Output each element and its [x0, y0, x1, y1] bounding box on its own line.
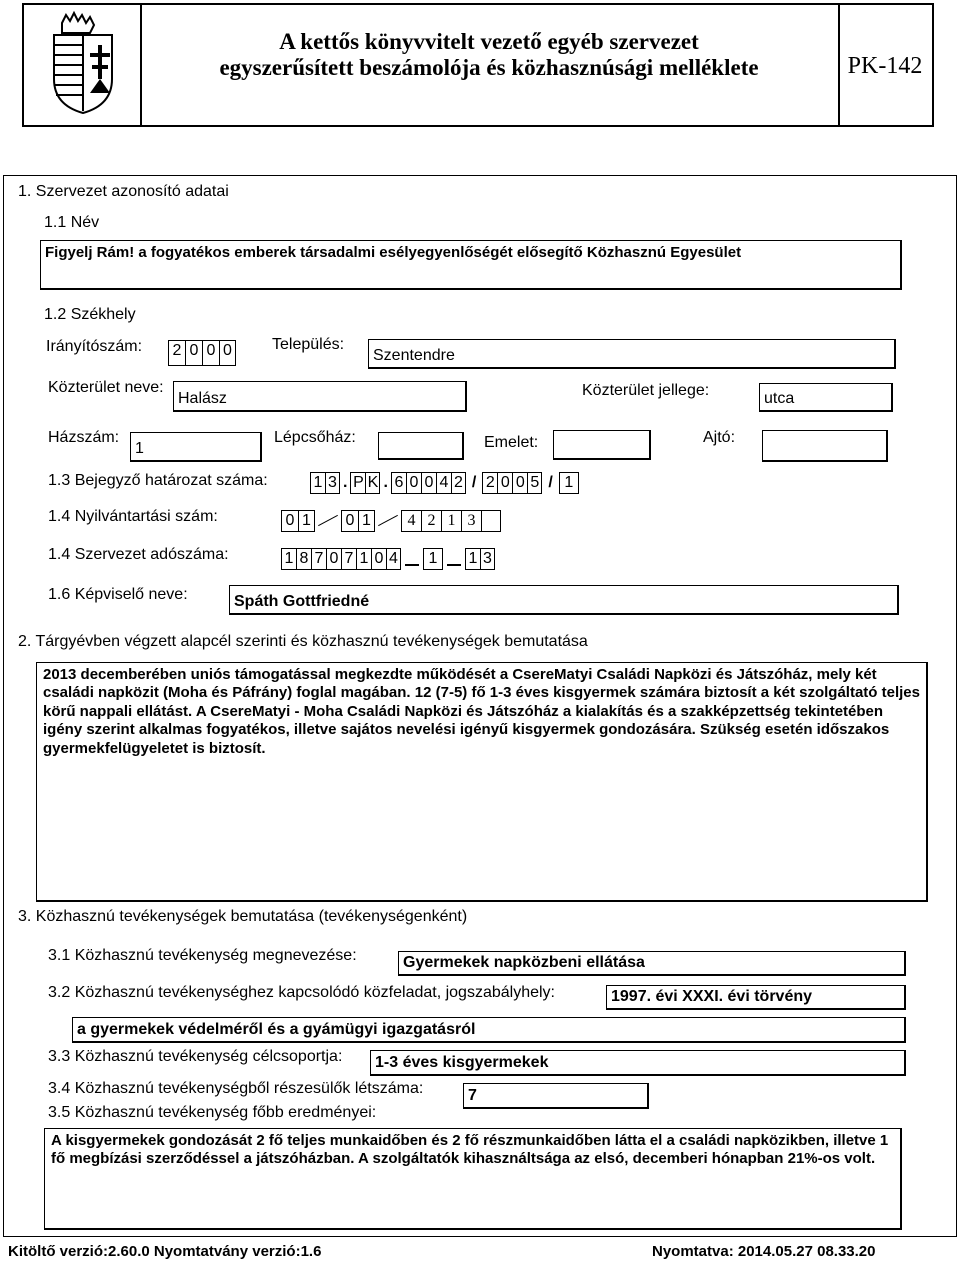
stair-field[interactable]	[378, 432, 464, 460]
dash-separator	[447, 548, 461, 570]
digit-cell: 1	[298, 510, 315, 532]
seat-label: 1.2 Székhely	[44, 306, 136, 323]
city-field[interactable]	[368, 339, 896, 369]
activity-name-field[interactable]	[398, 951, 906, 976]
digit-cell: 0	[497, 472, 512, 494]
beneficiaries-field[interactable]	[463, 1083, 649, 1109]
digit-cell: 0	[406, 472, 421, 494]
footer-version: Kitöltő verzió:2.60.0 Nyomtatvány verzió:1.6	[8, 1243, 322, 1260]
target-group-label: 3.3 Közhasznú tevékenység célcsoportja:	[48, 1048, 343, 1065]
public-task-value-2: a gyermekek védelméről és a gyámügyi igazgatásról	[77, 1021, 476, 1038]
digit-cell: 1	[281, 548, 296, 570]
activity-name-label: 3.1 Közhasznú tevékenység megnevezése:	[48, 947, 357, 964]
public-task-field-2[interactable]	[72, 1017, 906, 1043]
digit-cell: 0	[281, 510, 298, 532]
public-task-value-1: 1997. évi XXXI. évi törvény	[611, 988, 813, 1005]
digit-cell: 2	[168, 340, 185, 366]
digit-cell: 3	[480, 548, 495, 570]
form-title-line2: egyszerűsített beszámolója és közhasznúsági melléklete	[219, 55, 759, 80]
digit-cell: 0	[219, 340, 236, 366]
name-label: 1.1 Név	[44, 214, 100, 231]
street-label: Közterület neve:	[48, 379, 164, 396]
tax-label: 1.4 Szervezet adószáma:	[48, 546, 229, 563]
digit-cell: 5	[527, 472, 542, 494]
target-group-value: 1-3 éves kisgyermekek	[375, 1054, 549, 1071]
section2-heading: 2. Tárgyévben végzett alapcél szerinti és közhasznú tevékenységek bemutatása	[18, 633, 588, 650]
registry-label: 1.4 Nyilvántartási szám:	[48, 508, 218, 525]
form-header	[22, 3, 934, 127]
digit-cell: 0	[512, 472, 527, 494]
digit-cell: 3	[461, 510, 481, 532]
name-field[interactable]	[40, 240, 902, 290]
digit-cell: 7	[341, 548, 356, 570]
digit-cell: 4	[401, 510, 421, 532]
results-text: A kisgyermekek gondozását 2 fő teljes munkaidőben és 2 fő részmunkaidőben látta el a családi napközikben, illetve 1 fő megbízási szerződéssel a játszóházban. A szolgáltatók kihasználtsága az elsó, decemberi hónapban 21%-os volt.	[51, 1132, 889, 1168]
street-type-label: Közterület jellege:	[582, 382, 710, 399]
separator: /	[471, 474, 477, 491]
hungarian-coat-of-arms-icon	[24, 5, 140, 125]
slash-separator	[315, 510, 341, 532]
floor-field[interactable]	[553, 430, 651, 460]
separator: .	[383, 474, 388, 491]
digit-cell: K	[365, 472, 380, 494]
digit-cell: 2	[482, 472, 497, 494]
title-cell	[140, 5, 840, 125]
door-label: Ajtó:	[703, 429, 736, 446]
digit-cell: 7	[311, 548, 326, 570]
registry-digits[interactable]	[281, 510, 501, 532]
separator: /	[548, 474, 553, 491]
beneficiaries-value: 7	[468, 1087, 477, 1104]
digit-cell: 0	[202, 340, 219, 366]
digit-cell: 1	[559, 472, 579, 494]
activities-text: 2013 decemberében uniós támogatással megkezdte működését a CsereMatyi Családi Napközi és Játszóház, mely két családi napközit (Moha és Páfrány) foglal magában. 12 (7-5) fő 1-3 éves kisgyermek számára biztosít a két szolgáltató teljes körű nappali ellátást. A CsereMatyi - Moha Családi Napközi és Játszóház a kialakítás és a szakképzettség tekintetében igény szerint alkalmas fogyatékos, illetve sajátos nevelési igényű kisgyermek gondozására. Szükség esetén időszakos gyermekfelügyeletet is biztosít.	[43, 666, 920, 757]
street-field[interactable]	[173, 381, 467, 412]
digit-cell: 2	[451, 472, 466, 494]
digit-cell: 4	[436, 472, 451, 494]
digit-cell: 1	[423, 548, 443, 570]
rep-label: 1.6 Képviselő neve:	[48, 586, 188, 603]
digit-cell: 4	[386, 548, 401, 570]
digit-cell: 1	[441, 510, 461, 532]
house-label: Házszám:	[48, 429, 120, 446]
section3-heading: 3. Közhasznú tevékenységek bemutatása (tevékenységenként)	[18, 908, 468, 925]
digit-cell: 0	[326, 548, 341, 570]
digit-cell: 0	[371, 548, 386, 570]
beneficiaries-label: 3.4 Közhasznú tevékenységből részesülők létszáma:	[48, 1080, 424, 1097]
dash-separator	[405, 548, 419, 570]
results-textbox[interactable]	[44, 1128, 902, 1230]
city-value: Szentendre	[373, 347, 455, 364]
rep-value: Spáth Gottfriedné	[234, 593, 370, 610]
name-value: Figyelj Rám! a fogyatékos emberek társadalmi esélyegyenlőségét elősegítő Közhasznú Egyesület	[45, 244, 742, 261]
digit-cell: 1	[358, 510, 375, 532]
form-code: PK-142	[847, 53, 923, 79]
results-label: 3.5 Közhasznú tevékenység főbb eredményei:	[48, 1104, 377, 1121]
street-type-value: utca	[764, 390, 795, 407]
slash-separator	[375, 510, 401, 532]
form-title-line1: A kettős könyvvitelt vezető egyéb szervezet	[279, 29, 699, 54]
footer-printed: Nyomtatva: 2014.05.27 08.33.20	[652, 1243, 876, 1260]
street-value: Halász	[178, 390, 227, 407]
section1-heading: 1. Szervezet azonosító adatai	[18, 183, 229, 200]
floor-label: Emelet:	[484, 434, 539, 451]
zip-label: Irányítószám:	[46, 338, 143, 355]
activities-textbox[interactable]	[36, 662, 928, 902]
digit-cell: 3	[325, 472, 340, 494]
activity-name-value: Gyermekek napközbeni ellátása	[403, 954, 645, 971]
digit-cell: 8	[296, 548, 311, 570]
street-type-field[interactable]	[759, 383, 893, 412]
form-code-cell	[838, 5, 932, 125]
digit-cell: 1	[465, 548, 480, 570]
digit-cell: 2	[421, 510, 441, 532]
stair-label: Lépcsőház:	[274, 429, 356, 446]
digit-cell: P	[350, 472, 365, 494]
reg-decision-digits[interactable]	[310, 472, 579, 494]
digit-cell: 0	[341, 510, 358, 532]
house-field[interactable]	[130, 432, 262, 462]
door-field[interactable]	[762, 430, 888, 462]
digit-cell	[481, 510, 501, 532]
public-task-label: 3.2 Közhasznú tevékenységhez kapcsolódó közfeladat, jogszabályhely:	[48, 984, 555, 1001]
zip-digits[interactable]	[168, 340, 236, 366]
public-task-field-1[interactable]	[606, 985, 906, 1010]
separator: .	[343, 474, 348, 491]
logo-cell	[24, 5, 142, 125]
digit-cell: 0	[185, 340, 202, 366]
tax-digits[interactable]	[281, 548, 495, 570]
digit-cell: 1	[356, 548, 371, 570]
digit-cell: 6	[391, 472, 406, 494]
rep-field[interactable]	[229, 585, 899, 615]
target-group-field[interactable]	[370, 1050, 906, 1076]
house-value: 1	[135, 440, 144, 457]
reg-decision-label: 1.3 Bejegyző határozat száma:	[48, 472, 268, 489]
city-label: Település:	[272, 336, 345, 353]
digit-cell: 1	[310, 472, 325, 494]
digit-cell: 0	[421, 472, 436, 494]
